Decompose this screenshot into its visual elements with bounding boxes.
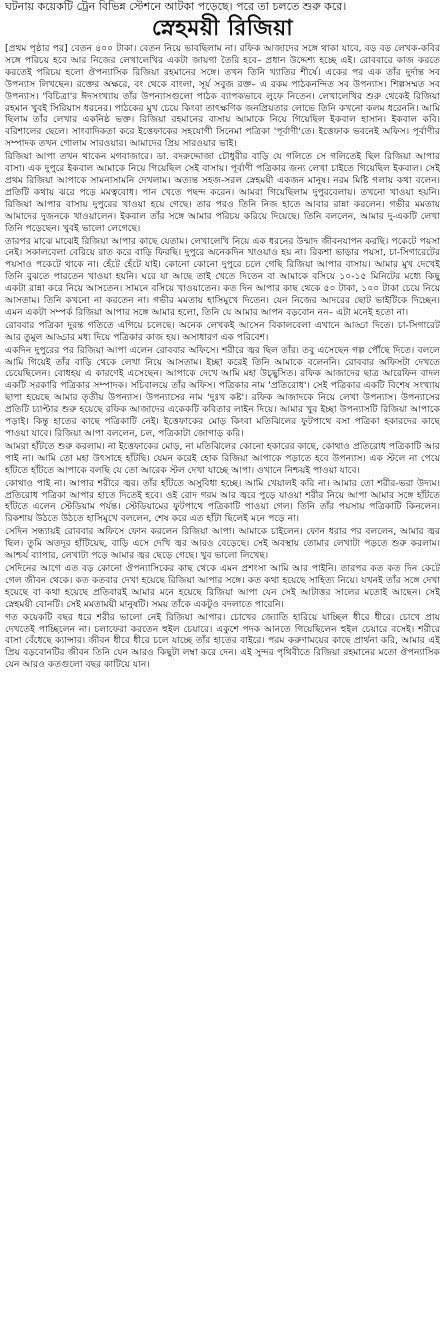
previous-article-tail: ঘটনায় কয়েকটি ট্রেন বিভিন্ন স্টেশনে আটকা পড়েছে। পরে তা চলতে শুরু করে। xyxy=(5,0,347,13)
article-paragraph: [প্রথম পৃষ্ঠার পর] বেতন ৪০০ টাকা। বেতন নিয়ে ভাবছিলাম না। রফিক আজাদের সঙ্গে থাকা যাবে, বড় বড় লেখক-কবির সঙ্গে পরিচয় হবে আর নিজের লেখালেখির একটা জায়গা তৈরি হবে– প্রধান উদ্দেশ্য হচ্ছে এই। রোববারে কাজ করতে করতেই পরিচয় হলো ঔপন্যাসিক রিজিয়া রহমানের সঙ্গে। তখন তিনি খ্যাতির শীর্ষে। একের পর এক তাঁর দুর্দান্ত সব উপন্যাস লিখছেন। রক্তের অক্ষরে, বং থেকে বাংলা, সূর্য সবুজ রক্ত– এ রকম পাঠকনন্দিত সব উপন্যাস। শিল্পসম্মত সব উপন্যাস। 'বিচিত্রা'র ঈদসংখ্যায় তাঁর উপন্যাসগুলো পাঠক ব্যাপকভাবে লুফে নিতেন। লেখালেখির শুরু থেকেই রিজিয়া রহমান খুবই সিরিয়াস ধরনের। পাঠকের মুখ চেয়ে কিংবা তাৎক্ষণিক জনপ্রিয়তার লোভে তিনি কখনো কলম ধরেননি। আমি ছিলাম তাঁর লেখার একনিষ্ঠ ভক্ত। রিজিয়া রহমানের বাসায় আমাকে নিয়ে গিয়েছিল ইকবাল হাসান। ইকবাল কবি। বরিশালের ছেলে। সাংবাদিকতা করে ইত্তেফাকের সহযোগী সিনেমা পত্রিকা 'পূর্বাণী'তে। ইত্তেফাক ভবনেই অফিস। পূর্বাণীর সম্পাদক তখন গোলাম সারওয়ার। আমাদের প্রিয় সারওয়ার ভাই। xyxy=(5,43,440,150)
article-paragraph: আমরা হাঁটতে শুরু করলাম। না ইত্তেফাকের মোড়, না মতিঝিলের কোনো হকারের কাছে, কোথাও প্রতিরোধ পত্রিকাটি আর পাই না। আমি তো মহা উৎসাহে হাঁটছি। যেমন করেই হোক রিজিয়া আপাকে পড়াতে হবে উপন্যাস। এক স্টলে না পেয়ে হাঁটতে হাঁটতে আপাকে বলছি যে তো আরেক স্টল দেখা যাচ্ছে আপা। ওখানে নিশ্চয়ই পাওয়া যাবে। xyxy=(5,440,440,476)
article-paragraph: সেদিনের আগে এত বড় কোনো ঔপন্যাসিকের কাছ থেকে এমন প্রশংসা আমি আর পাইনি। তারপর কত কত দিন কেটে গেল জীবন থেকে। কত কতবার দেখা হয়েছে রিজিয়া আপার সঙ্গে। কত কথা হয়েছে সাহিত্য নিয়ে। যখনই তাঁর সঙ্গে দেখা হয়েছে বা কথা হয়েছে প্রতিবারই আমার মনে হয়েছে রিজিয়া আপা যেন সেই আটাত্তর সালের মতোই আছেন। সেই স্নেহময়ী বোনটি। সেই মমতাময়ী মানুষটি। সময় তাঁকে একটুও বদলাতে পারেনি। xyxy=(5,562,440,610)
article-paragraph: সেদিন সন্ধ্যায়ই রোববার অফিসে ফোন করলেন রিজিয়া আপা। আমাকে চাইলেন। ফোন ধরার পর বললেন, আমার জ্বর ছিল। তুমি অতদূর হাঁটিয়েছ, বাড়ি এসে দেখি জ্বর আরও বেড়েছে। সেই অবস্থায় তোমার লেখাটা পড়তে শুরু করলাম। আশ্চর্য ব্যাপার, লেখাটা পড়ে আমার জ্বর ছেড়ে গেছে। খুব ভালো লিখেছ। xyxy=(5,526,440,562)
article-paragraph: তারপর মাঝে মাঝেই রিজিয়া আপার কাছে যেতাম। লেখালেখি নিয়ে এক ধরনের উন্মাদ জীবনযাপন করছি। পকেটে পয়সা নেই। সকালবেলা বেরিয়ে রাত করে বাড়ি ফিরছি। দুপুরে অনেকদিন খাওয়াও হয় না। রিকশা ভাড়ার পয়সা, চা-সিগারেটের পয়সাও পকেটে থাকে না। হেঁটে হেঁটে যাই। কোনো কোনো দুপুরে চলে গেছি রিজিয়া আপার বাসায়। আমার মুখ দেখেই তিনি বুঝতে পারতেন খাওয়া হয়নি। ঘরে যা আছে তাই খেতে দিতেন বা আমাকে বসিয়ে ১০-১৫ মিনিটের মধ্যে কিছু একটা রান্না করে নিয়ে আসতেন। সামনে বসিয়ে খাওয়াতেন। কত দিন আপার কাছ থেকে ৫০ টাকা, ১০০ টাকা চেয়ে নিয়ে আসতাম। তিনি কখনো না করতেন না। গভীর মমতায় হাসিমুখে দিতেন। যেন নিজের আদরের ছোট ভাইটিকে দিচ্ছেন। এমন একটা সম্পর্ক রিজিয়া আপার সঙ্গে আমার হলো, তিনি যে আমার আপন বড়বোন নন– এটা মনেই হতো না। xyxy=(5,235,440,318)
article-body xyxy=(5,43,440,671)
article-paragraph: রোববার পত্রিকা দুরন্ত গতিতে এগিয়ে চলেছে। অনেক লেখকই আসেন বিকালবেলা এখানে আড্ডা দিতে। চা-সিগারেট আর তুমুল আড্ডার মধ্য দিয়ে পত্রিকার কাজ হয়। অসাধারণ এক পরিবেশ। xyxy=(5,319,440,343)
article-paragraph: একদিন দুপুরের পর রিজিয়া আপা এলেন রোববার অফিসে। শরীরে জ্বর ছিল তাঁর। তবু এসেছেন গল্প পৌঁছে দিতে। বললে আমি গিয়েই তাঁর বাড়ি থেকে লেখা নিয়ে আসতাম। ইচ্ছা করেই তিনি আমাকে বলেননি। রোববার অফিসটা দেখতে চেয়েছিলেন। বোধহয় এ কারণেই এসেছেন। আপাকে দেখে আমি মহা উচ্ছ্বসিত। রফিক আজাদের ছাত্র আরেফিন বাদল একটি সরকারি পত্রিকার সম্পাদক। সচিবালয়ে তাঁর অফিস। পত্রিকার নাম 'প্রতিরোধ'। সেই পত্রিকার একটি বিশেষ সংখ্যায় ছাপা হয়েছে আমার তৃতীয় উপন্যাস। উপন্যাসের নাম 'দুঃখ কষ্ট'। রফিক আজাদকে নিয়ে লেখা উপন্যাস। উপন্যাসের প্রতিটি চ্যাপ্টার শুরু হয়েছে রফিক আজাদের একেকটি কবিতার লাইন দিয়ে। আমার খুব ইচ্ছা উপন্যাসটি রিজিয়া আপাকে পড়াই। কিন্তু হাতের কাছে পত্রিকাটি নেই। ইত্তেফাকের মোড় কিংবা মতিঝিলের ফুটপাথে বসা পত্রিকা হকারদের কাছে পাওয়া যাবে। রিজিয়া আপা বললেন, চল, পত্রিকাটা জোগাড় করি। xyxy=(5,344,440,439)
article-paragraph: গত কয়েকটি বছর ধরে শরীর ভালো নেই রিজিয়া আপার। চোখের জ্যোতি হারিয়ে যাচ্ছিল ধীরে ধীরে। চোখে প্রায় দেখতেই পাচ্ছিলেন না। চলাফেরা করতেন হুইল চেয়ারে। একুশে পদক আনতে গিয়েছিলেন হুইল চেয়ারে বসেই। শরীরে বাসা বেঁধেছে ক্যান্সার। জীবন ধীরে ধীরে চলে যাচ্ছে তাঁর হাতের বাইরে। পরম করুণাময়ের কাছে প্রার্থনা করি, আমার এই প্রিয় বড়বোনটির জীবন তিনি যেন আরও কিছুটা লম্বা করে দেন। এই সুন্দর পৃথিবীতে রিজিয়া রহমানের মতো ঔপন্যাসিক যেন আরও কতগুলো বছর কাটিয়ে যান। xyxy=(5,611,440,671)
article-paragraph: রিজিয়া আপা তখন থাকেন মগবাজারে। ডা. বদরুদ্দোজা চৌধুরীর বাড়ি যে গলিতে সে গলিতেই ছিল রিজিয়া আপার বাসা। এক দুপুরে ইকবাল আমাকে নিয়ে গিয়েছিল সেই বাসায়। পূর্বাণী পত্রিকার জন্য লেখা চাইতে গিয়েছিল ইকবাল। সেই প্রথম রিজিয়া আপাকে সামনাসামনি দেখলাম। অত্যন্ত সহজ-সরল স্নেহময়ী একজন মানুষ। নরম মিষ্টি গলায় কথা বলেন। প্রতিটি কথায় ঝরে পড়ে মমত্ববোধ। পান খেতে পছন্দ করেন। আমরা গিয়েছিলাম দুপুরবেলায়। তখনো খাওয়া হয়নি। রিজিয়া আপার বাসায় দুপুরের খাওয়া হয়ে গেছে। তার পরও তিনি নিজ হাতে আবার রান্না করলেন। গভীর মমতায় আমাদের দুজনকে খাওয়ালেন। ইকবাল তাঁর সঙ্গে আমার পরিচয় করিয়ে দিয়েছে। তিনি বললেন, আমার দু-একটি লেখা তিনি পড়েছেন। খুবই ভালো লেগেছে। xyxy=(5,151,440,234)
article-title: স্নেহময়ী রিজিয়া xyxy=(151,15,294,41)
article-paragraph: কোথাও পাই না। আপার শরীরে জ্বর। তাঁর হাঁটতে অসুবিধা হচ্ছে। আমি খেয়ালই করি না। আমার তো শরীর-ভরা উদ্যম। প্রতিরোধ পত্রিকা আপার হাতে দিতেই হবে। ওই রোদ গরম আর জ্বরে পুড়ে যাওয়া শরীর নিয়ে আপা আমার সঙ্গে হাঁটতে হাঁটতে এলেন স্টেডিয়াম পর্যন্ত। স্টেডিয়ামের ফুটপাথে পত্রিকাটি পাওয়া গেল। তিনি তাঁর পয়সায় পত্রিকাটি কিনলেন। রিকশায় উঠতে উঠতে হাসিমুখে বললেন, শেষ করে এত হাঁটা ছিলেই মনে পড়ে না। xyxy=(5,477,440,525)
